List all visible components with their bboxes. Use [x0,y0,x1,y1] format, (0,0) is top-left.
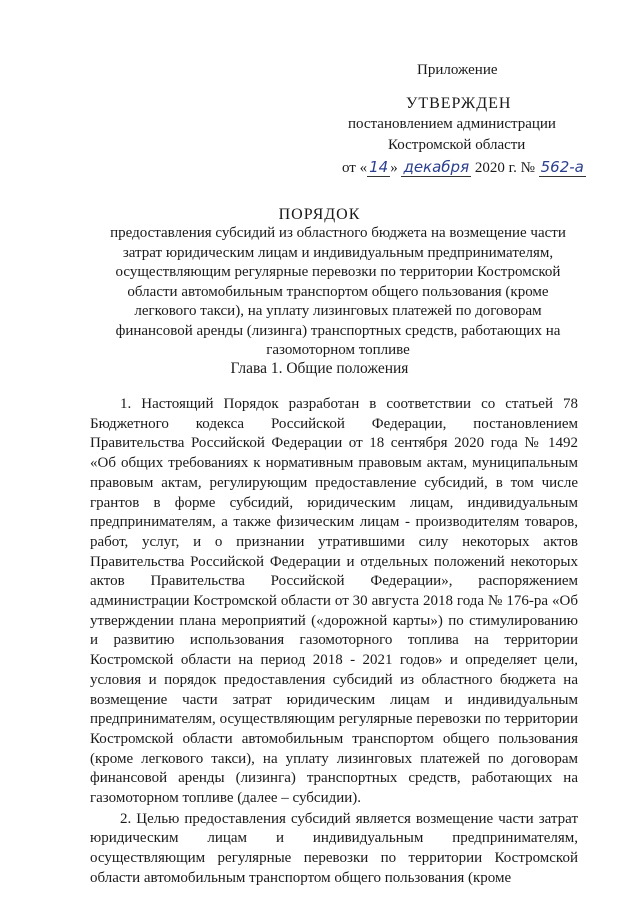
handwritten-day: 14 [369,158,389,176]
decree-line-1: постановлением администрации [348,116,556,132]
paragraph: 2. Целью предоставления субсидий является возмещение части затрат юридическим лицам и индивидуальным предпринимателям, осуществляющим регулярные перевозки по территории Костромской области автомобильным транспортом общего пользования (кроме [90,810,578,886]
paragraph: 1. Настоящий Порядок разработан в соответствии со статьей 78 Бюджетного кодекса Российской Федерации, постановлением Правительства Российской Федерации от 18 сентября 2020 года № 1492 «Об общих требованиях к нормативным правовым актам, муниципальным правовым актам, регулирующим предоставление субсидий, в том числе грантов в форме субсидий, юридическим лицам, индивидуальным предпринимателям, а также физическим лицам - производителям товаров, работ, услуг, и о признании утратившими силу некоторых актов Правительства Российской Федерации и отдельных положений некоторых актов Правительства Российской Федерации», распоряжением администрации Костромской области от 30 августа 2018 года № 176-ра «Об утверждении плана мероприятий («дорожной карты») по стимулированию и развитию использования газомоторного топлива на территории Костромской области на период 2018 - 2021 годов» и определяет цели, условия и порядок предоставления субсидий из областного бюджета на возмещение части затрат юридическим лицам и индивидуальным предпринимателям, осуществляющим регулярные перевозки по территории Костромской области автомобильным транспортом общего пользования (кроме легкового такси), на уплату лизинговых платежей по договорам финансовой аренды (лизинга) транспортных средств, работающих на газомоторном топливе (далее – субсидии). [90,396,578,807]
chapter-heading: Глава 1. Общие положения [230,360,409,377]
decree-date-line [342,158,586,177]
handwritten-number: 562-а [540,158,584,176]
date-prefix: от « [342,160,368,176]
date-year: 2020 г. № [474,160,535,176]
document-body [90,395,578,889]
approved-heading: УТВЕРЖДЕН [406,95,512,112]
date-quote-close: » [390,160,398,176]
appendix-label: Приложение [417,62,498,78]
handwritten-month: декабря [403,158,470,176]
decree-line-2: Костромской области [388,137,526,153]
document-subtitle: предоставления субсидий из областного бюджета на возмещение части затрат юридическим лицам и индивидуальным предпринимателям, осуществляющим регулярные перевозки по территории Костромской области автомобильным транспортом общего пользования (кроме легкового такси), на уплату лизинговых платежей по договорам финансовой аренды (лизинга) транспортных средств, работающих на газомоторном топливе [110,225,566,358]
document-title: ПОРЯДОК [278,206,361,223]
